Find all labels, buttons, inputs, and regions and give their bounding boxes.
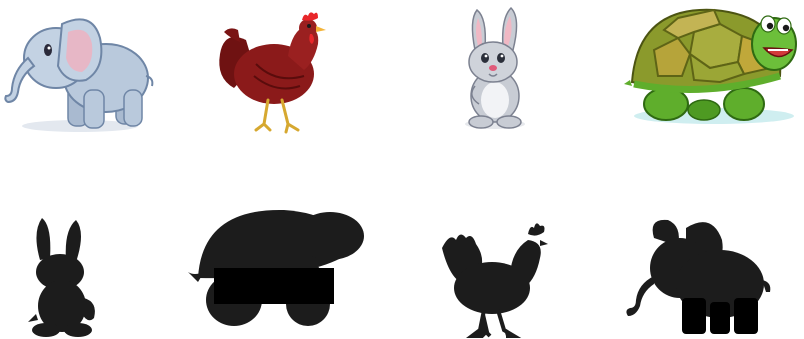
turtle-picture — [624, 4, 800, 128]
elephant-picture — [4, 6, 156, 136]
rabbit-shadow — [24, 214, 102, 338]
elephant-shadow — [624, 218, 772, 338]
rabbit-picture — [455, 6, 535, 132]
hen-shadow — [440, 218, 548, 338]
hen-picture — [216, 10, 328, 138]
turtle-shadow — [184, 208, 368, 328]
